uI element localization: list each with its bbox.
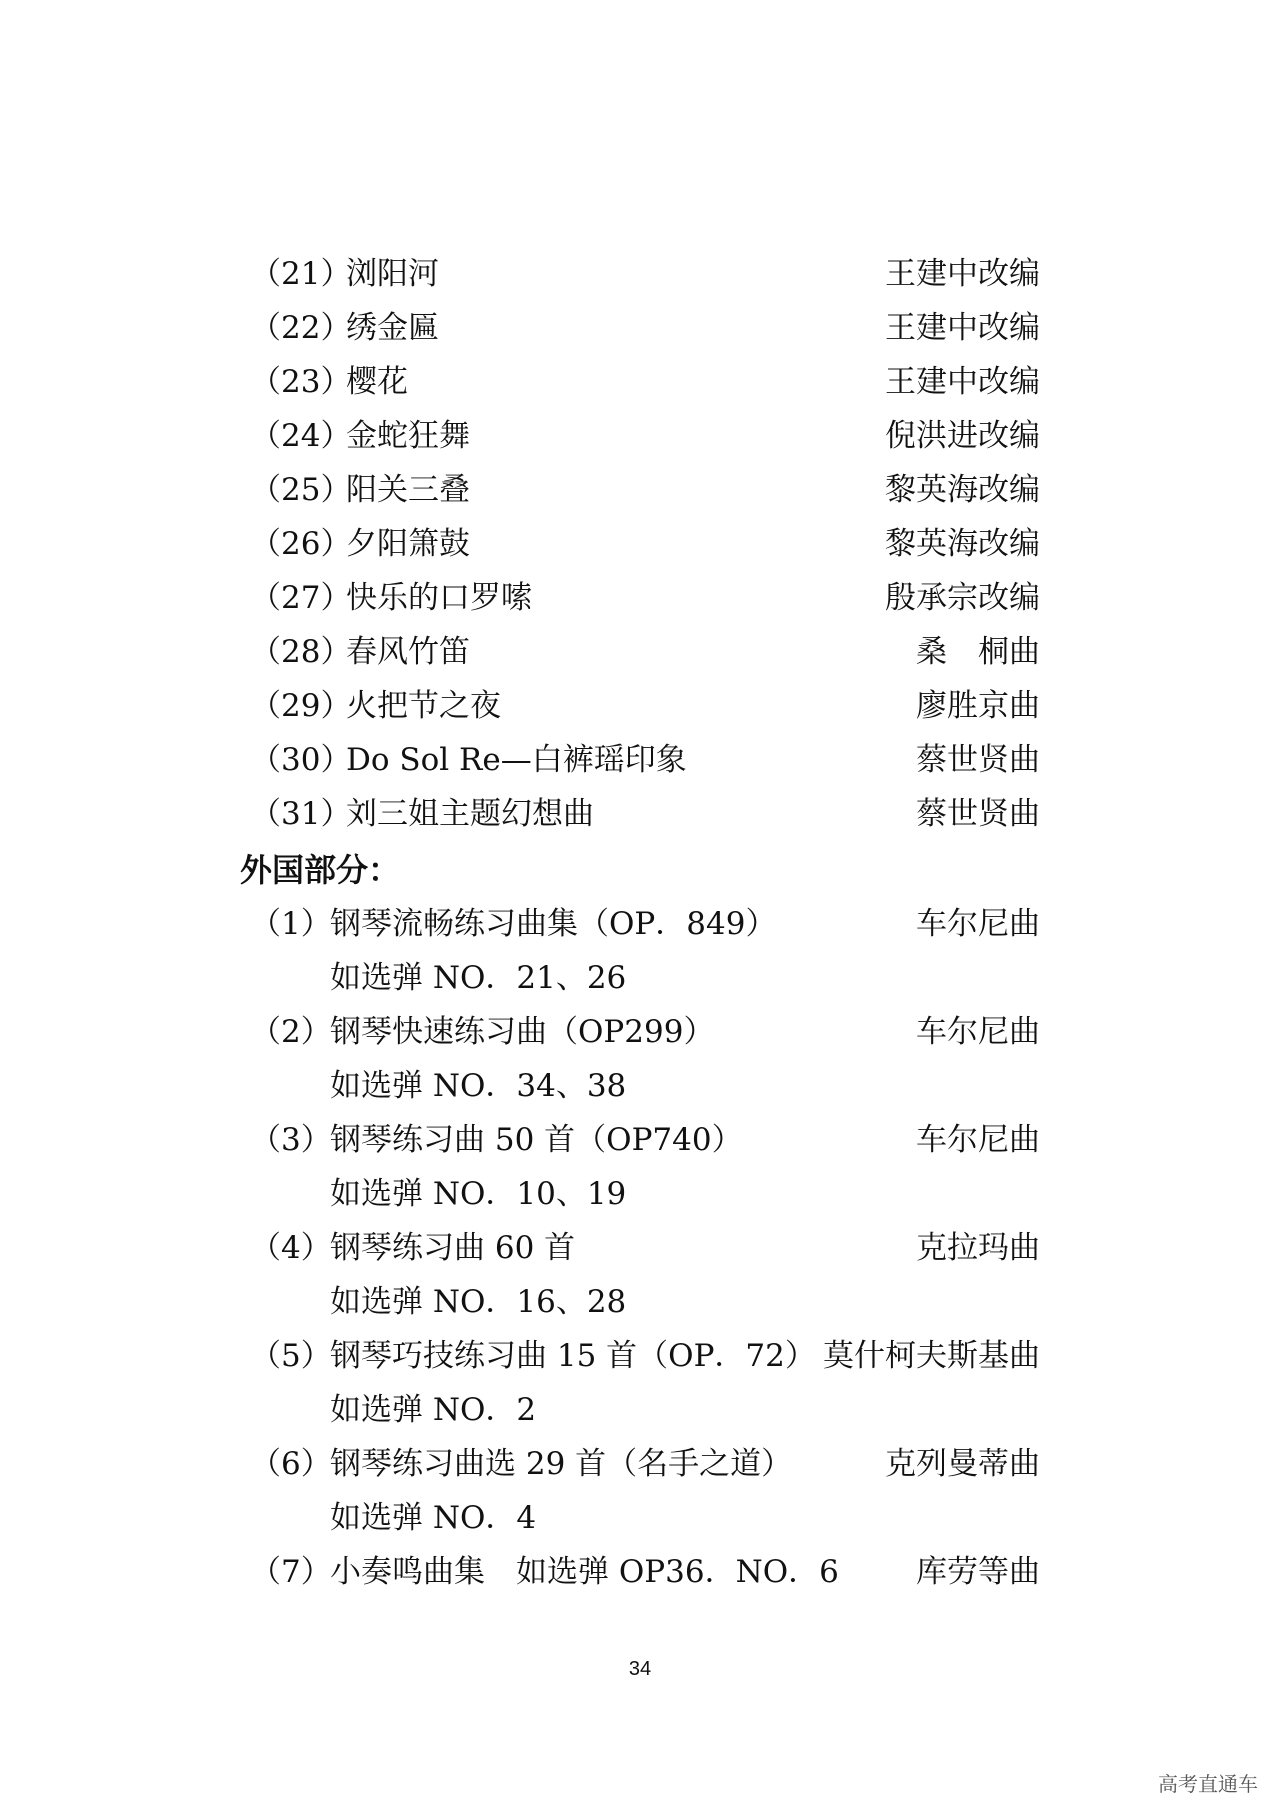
item-note: 如选弹 NO．4 [330,1500,537,1536]
list-item [250,738,1040,782]
list-item [250,252,1040,296]
item-number: （25） [250,472,352,508]
item-number: （6） [250,1446,332,1482]
item-number: （31） [250,796,352,832]
item-composer: 王建中改编 [885,364,1040,400]
item-title: 金蛇狂舞 [346,418,470,454]
item-composer: 克拉玛曲 [916,1230,1040,1266]
list-item [250,1550,1040,1594]
item-number: （21） [250,256,352,292]
item-composer: 莫什柯夫斯基曲 [823,1338,1040,1374]
list-item [250,522,1040,566]
list-item [250,468,1040,512]
item-title: 钢琴练习曲选 29 首（名手之道） [330,1446,793,1482]
item-title: 阳关三叠 [346,472,470,508]
item-composer: 蔡世贤曲 [916,742,1040,778]
item-title: 火把节之夜 [346,688,501,724]
list-item [250,306,1040,350]
item-title: Do Sol Re—白裤瑶印象 [346,742,687,778]
list-item [250,1442,1040,1486]
item-composer: 倪洪进改编 [885,418,1040,454]
item-composer: 车尔尼曲 [916,906,1040,942]
item-title: 钢琴巧技练习曲 15 首（OP．72） [330,1338,816,1374]
section-heading: 外国部分： [240,851,401,889]
item-number: （1） [250,906,332,942]
item-title: 钢琴流畅练习曲集（OP．849） [330,906,777,942]
list-item [250,576,1040,620]
item-note: 如选弹 NO．21、26 [330,960,627,996]
item-number: （29） [250,688,352,724]
item-number: （28） [250,634,352,670]
item-note: 如选弹 NO．34、38 [330,1068,627,1104]
item-composer: 车尔尼曲 [916,1014,1040,1050]
item-composer: 王建中改编 [885,310,1040,346]
item-number: （24） [250,418,352,454]
list-item [250,684,1040,728]
item-composer: 黎英海改编 [885,526,1040,562]
list-item [250,1118,1040,1162]
list-item [250,1010,1040,1054]
item-composer: 殷承宗改编 [885,580,1040,616]
item-title: 钢琴练习曲 60 首 [330,1230,576,1266]
list-item [250,1334,1040,1378]
item-composer: 库劳等曲 [916,1554,1040,1590]
item-note: 如选弹 NO．2 [330,1392,537,1428]
item-number: （27） [250,580,352,616]
list-item [250,630,1040,674]
item-number: （30） [250,742,352,778]
item-title: 刘三姐主题幻想曲 [346,796,594,832]
list-item [250,1226,1040,1270]
item-title: 浏阳河 [346,256,439,292]
item-number: （5） [250,1338,332,1374]
watermark-text: 高考直通车 [1158,1772,1258,1796]
list-item [250,414,1040,458]
list-item [250,902,1040,946]
item-note: 如选弹 NO．16、28 [330,1284,627,1320]
item-number: （7） [250,1554,332,1590]
item-number: （23） [250,364,352,400]
item-title: 夕阳箫鼓 [346,526,470,562]
item-composer: 车尔尼曲 [916,1122,1040,1158]
item-number: （22） [250,310,352,346]
item-number: （26） [250,526,352,562]
item-composer: 桑 桐曲 [916,634,1040,670]
item-title: 绣金匾 [346,310,439,346]
item-composer: 黎英海改编 [885,472,1040,508]
item-title: 钢琴快速练习曲（OP299） [330,1014,715,1050]
item-title: 樱花 [346,364,408,400]
item-number: （4） [250,1230,332,1266]
item-title: 快乐的口罗嗦 [346,580,532,616]
item-composer: 蔡世贤曲 [916,796,1040,832]
item-composer: 克列曼蒂曲 [885,1446,1040,1482]
page-number: 34 [628,1658,652,1680]
item-title: 春风竹笛 [346,634,470,670]
item-composer: 廖胜京曲 [916,688,1040,724]
item-note: 如选弹 NO．10、19 [330,1176,627,1212]
list-item [250,360,1040,404]
item-number: （2） [250,1014,332,1050]
list-item [250,792,1040,836]
item-composer: 王建中改编 [885,256,1040,292]
item-title: 钢琴练习曲 50 首（OP740） [330,1122,743,1158]
item-number: （3） [250,1122,332,1158]
item-title: 小奏鸣曲集 如选弹 OP36．NO．6 [330,1554,839,1590]
